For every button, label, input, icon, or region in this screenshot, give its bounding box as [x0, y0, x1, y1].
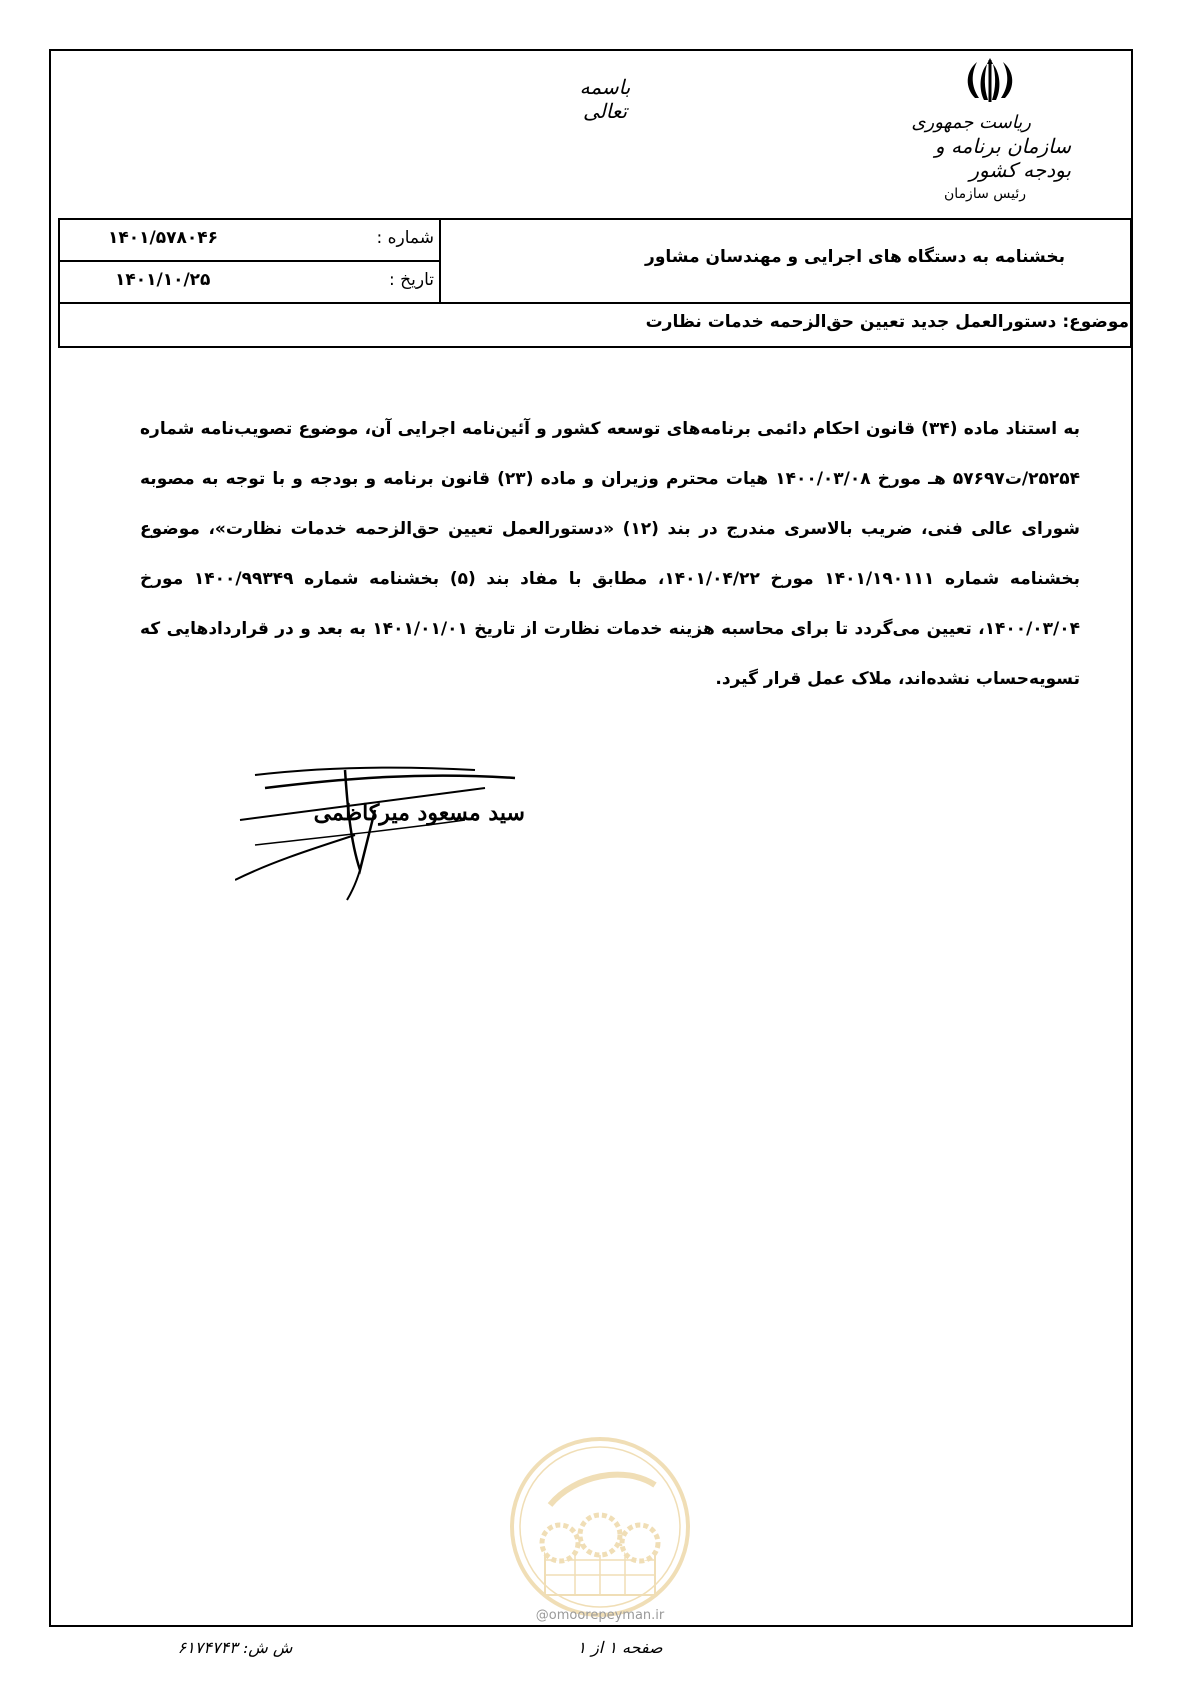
organization-head: رئیس سازمان	[944, 186, 1026, 202]
reference-number: ش ش: ۶۱۷۴۷۴۳	[177, 1638, 293, 1657]
watermark-logo-icon	[505, 1435, 695, 1620]
circular-title: بخشنامه به دستگاه های اجرایی و مهندسان مشاور	[645, 247, 1065, 267]
signatory-name: سید مسعود میرکاظمی	[313, 800, 525, 826]
bismillah-heading: باسمه تعالی	[579, 75, 631, 123]
iran-emblem-icon	[965, 58, 1015, 106]
organization-name: سازمان برنامه و بودجه کشور	[934, 134, 1071, 182]
table-divider	[60, 260, 441, 262]
page-number: صفحه ۱ از ۱	[577, 1638, 663, 1657]
letter-subject: موضوع: دستورالعمل جدید تعیین حق‌الزحمه خدمات نظارت	[645, 312, 1129, 332]
table-divider	[60, 302, 1132, 304]
organization-header	[881, 112, 1071, 206]
date-label: تاریخ :	[389, 270, 434, 290]
letter-header-table	[58, 218, 1132, 348]
presidency-line: ریاست جمهوری	[911, 112, 1031, 133]
handwritten-signature	[235, 760, 535, 940]
watermark-url: @omoorepeyman.ir	[535, 1608, 665, 1623]
number-label: شماره :	[376, 228, 434, 248]
date-value: ۱۴۰۱/۱۰/۲۵	[115, 270, 211, 290]
number-value: ۱۴۰۱/۵۷۸۰۴۶	[108, 228, 218, 248]
letter-body: به استناد ماده (۳۴) قانون احکام دائمی برنامه‌های توسعه کشور و آئین‌نامه اجرایی آن، موضوع تصویب‌نامه شماره ۲۵۲۵۴/ت۵۷۶۹۷ هـ مورخ ۱۴۰۰/۰۳/۰۸ هیات محترم وزیران و ماده (۲۳) قانون برنامه و بودجه و با توجه به مصوبه شورای عالی فنی، ضریب بالاسری مندرج در بند (۱۲) «دستورالعمل تعیین حق‌الزحمه خدمات نظارت»، موضوع بخشنامه شماره ۱۴۰۱/۱۹۰۱۱۱ مورخ ۱۴۰۱/۰۴/۲۲، مطابق با مفاد بند (۵) بخشنامه شماره ۱۴۰۰/۹۹۳۴۹ مورخ ۱۴۰۰/۰۳/۰۴، تعیین می‌گردد تا برای محاسبه هزینه خدمات نظارت از تاریخ ۱۴۰۱/۰۱/۰۱ به بعد و در قراردادهایی که تسویه‌حساب نشده‌اند، ملاک عمل قرار گیرد.	[140, 419, 1081, 689]
